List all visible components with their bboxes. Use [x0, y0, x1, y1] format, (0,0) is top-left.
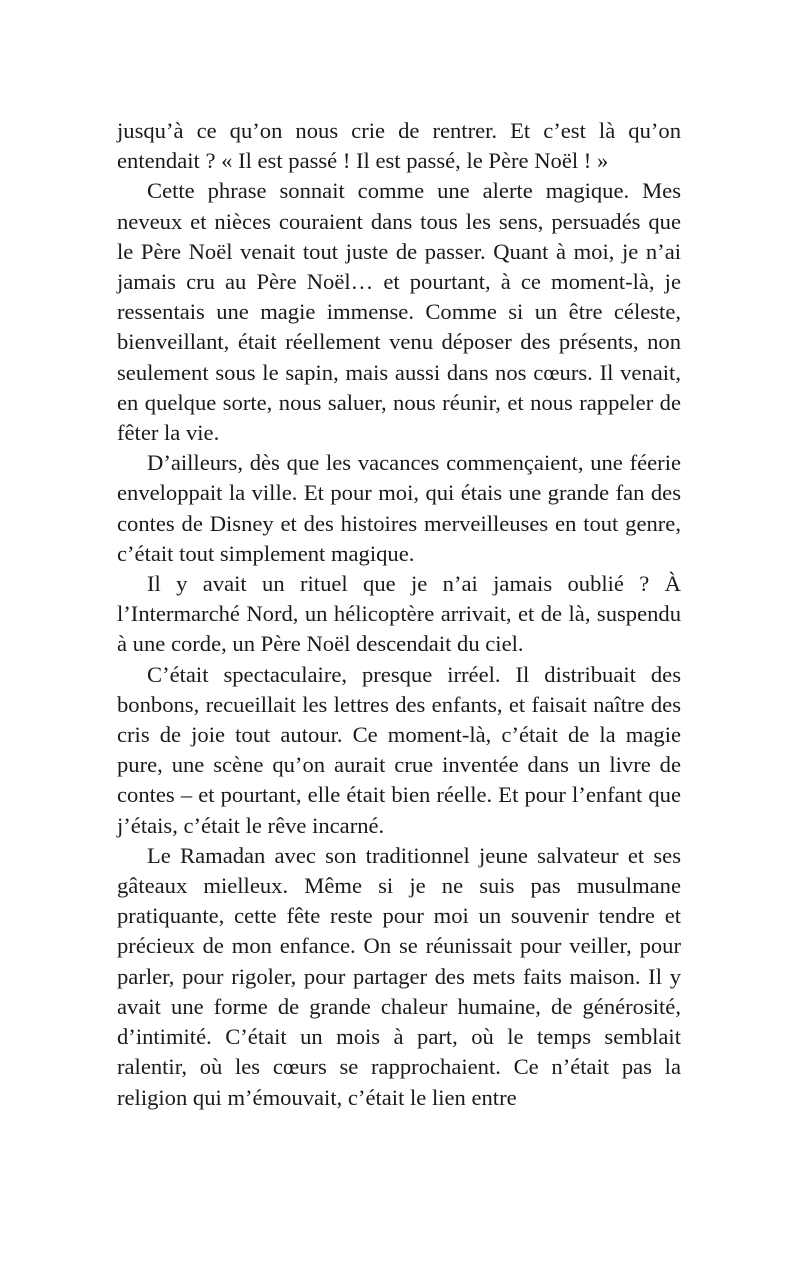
paragraph: C’était spectaculaire, presque irréel. Il distribuait des bonbons, recueillait les lettres des enfants, et faisait naître des cris de joie tout autour. Ce moment-là, c’était de la magie pure, une scène qu’on aurait crue inventée dans un livre de contes – et pourtant, elle était bien réelle. Et pour l’enfant que j’étais, c’était le rêve incarné.: [117, 661, 681, 838]
page-body: [117, 116, 681, 1113]
paragraph-continuation: jusqu’à ce qu’on nous crie de rentrer. Et c’est là qu’on entendait ? « Il est passé ! Il est passé, le Père Noël ! »: [117, 118, 681, 174]
paragraph: Le Ramadan avec son traditionnel jeune salvateur et ses gâteaux mielleux. Même si je ne suis pas musulmane pratiquante, cette fête reste pour moi un souvenir tendre et précieux de mon enfance. On se réunissait pour veiller, pour parler, pour rigoler, pour partager des mets faits maison. Il y avait une forme de grande chaleur humaine, de générosité, d’intimité. C’était un mois à part, où le temps semblait ralentir, où les cœurs se rapprochaient. Ce n’était pas la religion qui m’émouvait, c’était le lien entre: [117, 842, 681, 1110]
paragraph: D’ailleurs, dès que les vacances commençaient, une féerie enveloppait la ville. Et pour moi, qui étais une grande fan des contes de Disney et des histoires merveilleuses en tout genre, c’était tout simplement magique.: [117, 450, 681, 566]
paragraph: Il y avait un rituel que je n’ai jamais oublié ? À l’Intermarché Nord, un hélicoptère arrivait, et de là, suspendu à une corde, un Père Noël descendait du ciel.: [117, 571, 681, 657]
paragraph: Cette phrase sonnait comme une alerte magique. Mes neveux et nièces couraient dans tous les sens, persuadés que le Père Noël venait tout juste de passer. Quant à moi, je n’ai jamais cru au Père Noël… et pourtant, à ce moment-là, je ressentais une magie immense. Comme si un être céleste, bienveillant, était réellement venu déposer des présents, non seulement sous le sapin, mais aussi dans nos cœurs. Il venait, en quelque sorte, nous saluer, nous réunir, et nous rappeler de fêter la vie.: [117, 178, 681, 446]
